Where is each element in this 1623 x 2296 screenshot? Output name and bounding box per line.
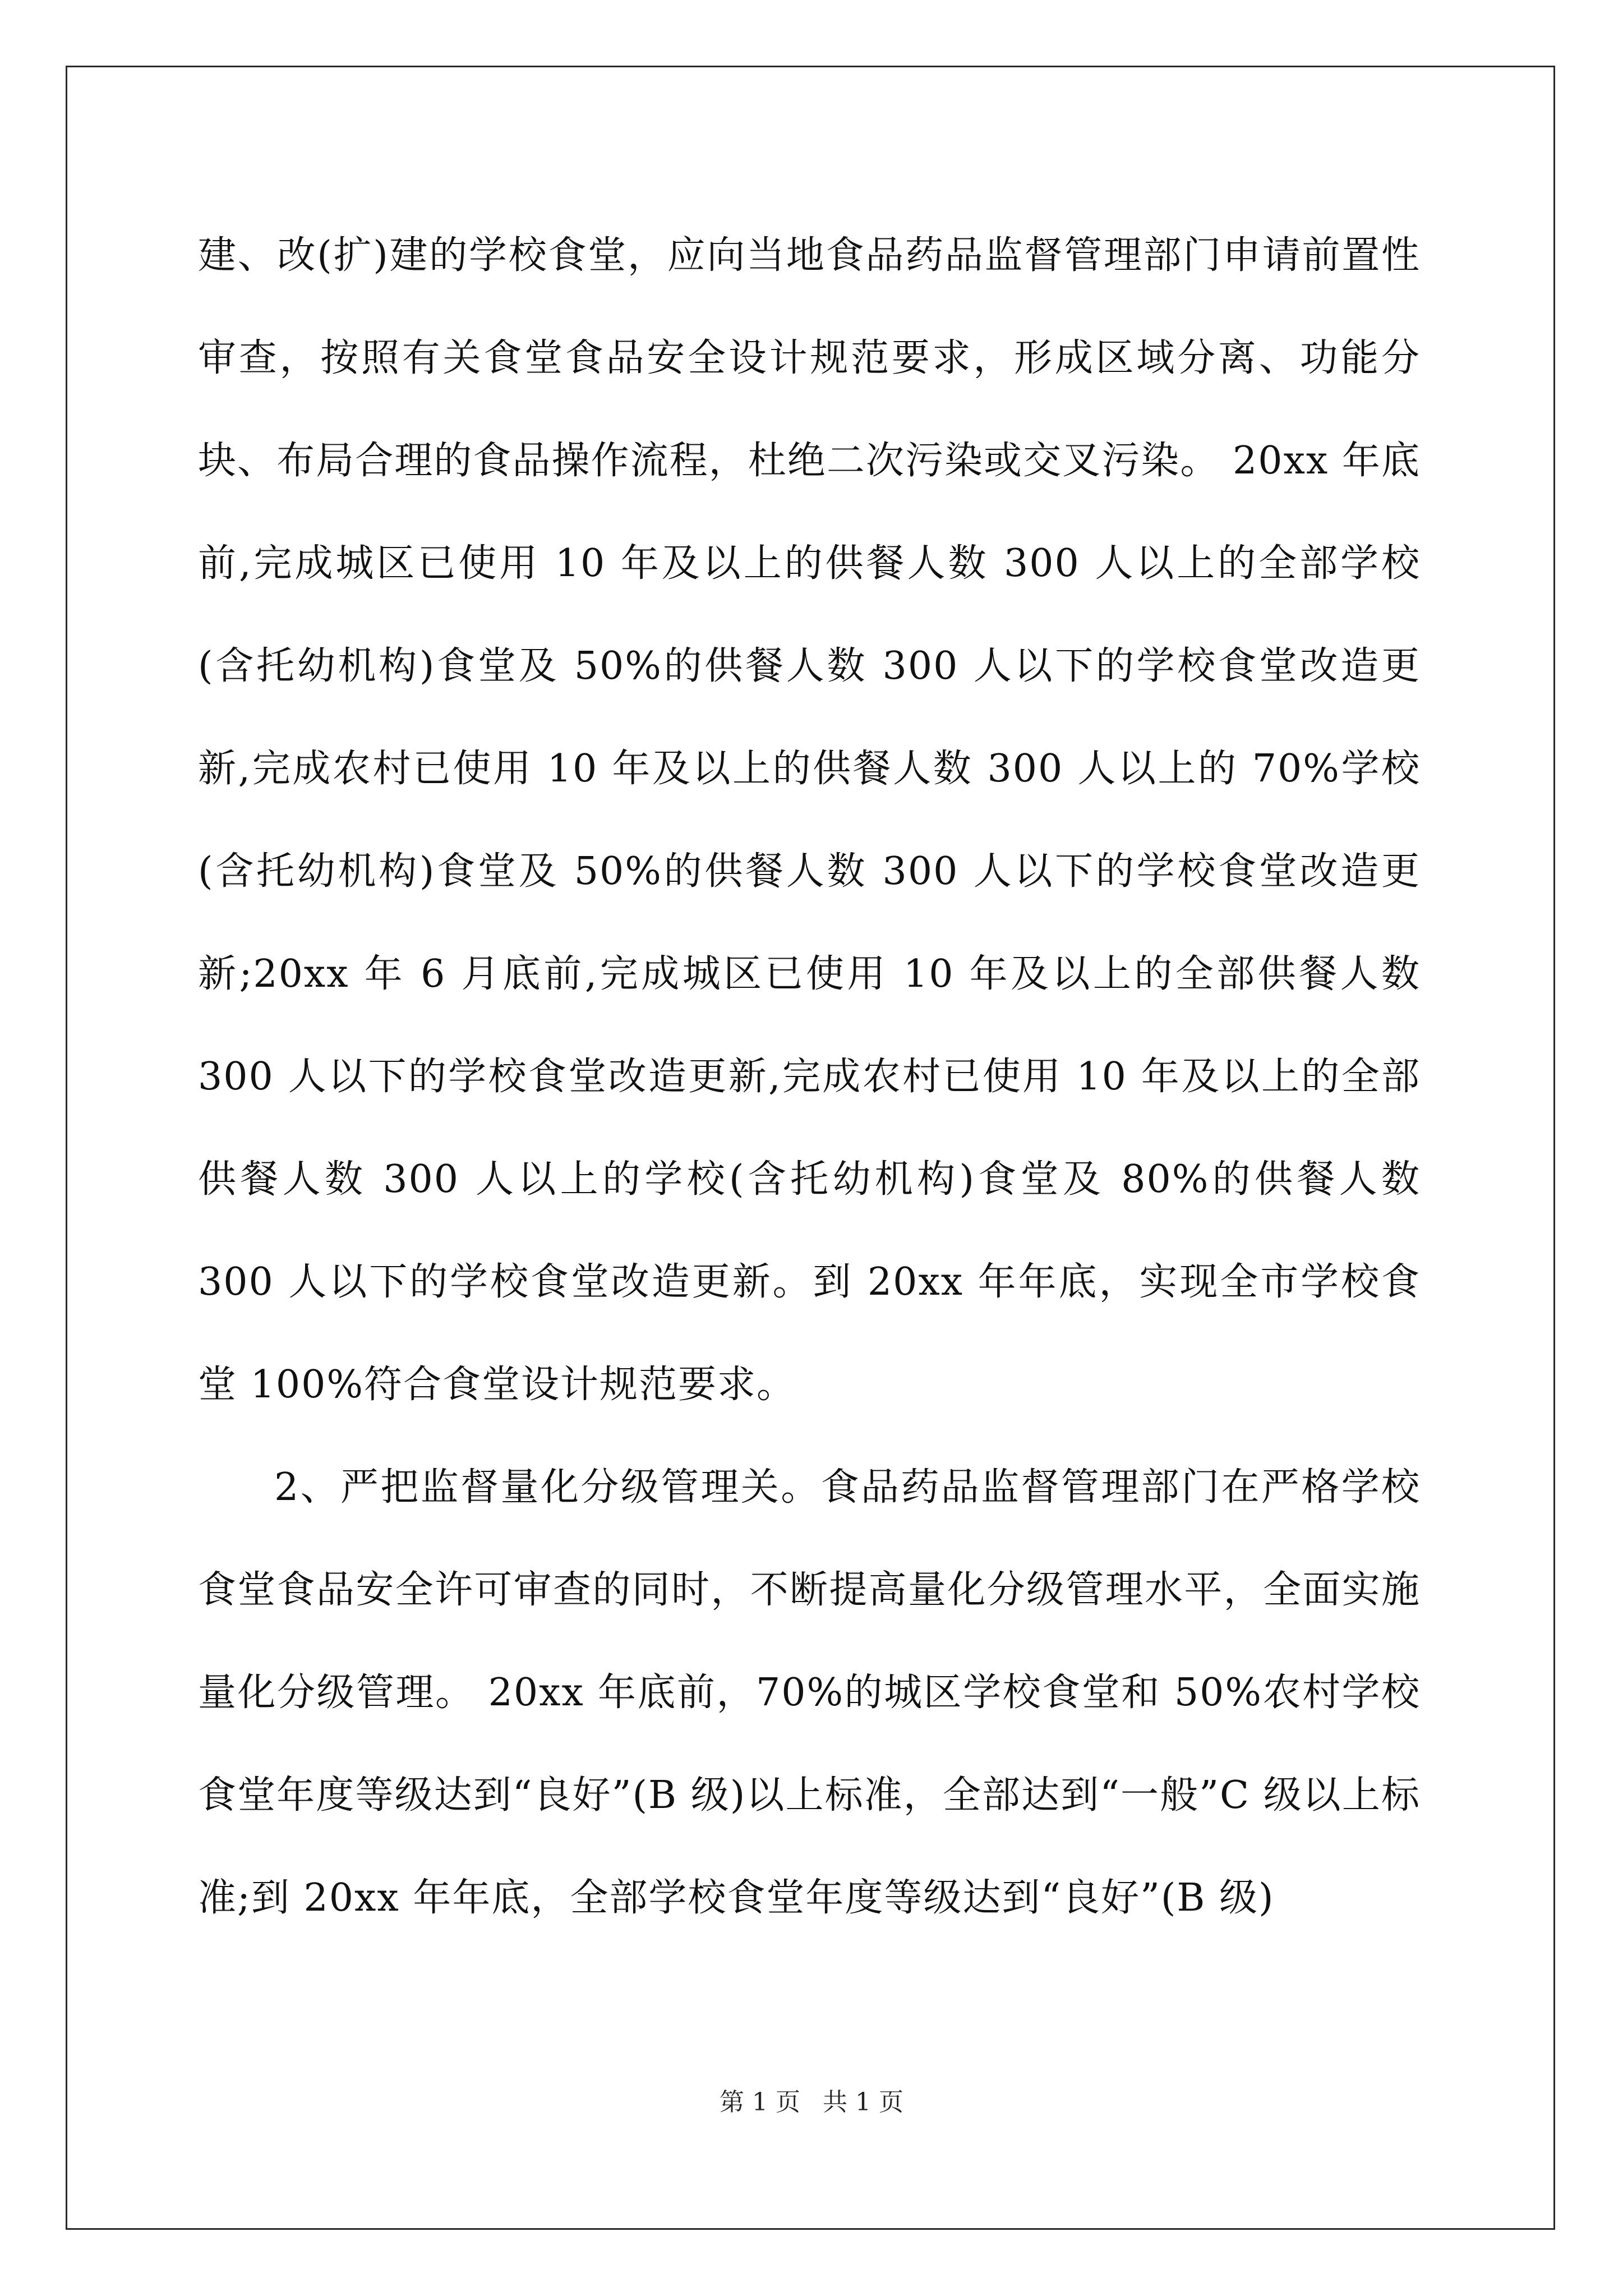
page-total: 共 1 页 bbox=[823, 2088, 903, 2116]
page-footer bbox=[0, 2086, 1623, 2119]
page-number: 第 1 页 bbox=[720, 2088, 800, 2116]
paragraph: 建、改(扩)建的学校食堂，应向当地食品药品监督管理部门申请前置性审查，按照有关食堂食品安全设计规范要求，形成区域分离、功能分块、布局合理的食品操作流程，杜绝二次污染或交叉污染。 20xx 年底前,完成城区已使用 10 年及以上的供餐人数 300 人以上的全部学校(含托幼机构)食堂及 50%的供餐人数 300 人以下的学校食堂改造更新,完成农村已使用 10 年及以上的供餐人数 300 人以上的 70%学校(含托幼机构)食堂及 50%的供餐人数 300 人以下的学校食堂改造更新;20xx 年 6 月底前,完成城区已使用 10 年及以上的全部供餐人数 300 人以下的学校食堂改造更新,完成农村已使用 10 年及以上的全部供餐人数 300 人以上的学校(含托幼机构)食堂及 80%的供餐人数 300 人以下的学校食堂改造更新。到 20xx 年年底，实现全市学校食堂 100%符合食堂设计规范要求。 bbox=[198, 233, 1421, 1407]
paragraph: 2、严把监督量化分级管理关。食品药品监督管理部门在严格学校食堂食品安全许可审查的同时，不断提高量化分级管理水平，全面实施量化分级管理。 20xx 年底前，70%的城区学校食堂和 50%农村学校食堂年度等级达到“良好”(B 级)以上标准，全部达到“一般”C 级以上标准;到 20xx 年年底，全部学校食堂年度等级达到“良好”(B 级) bbox=[198, 1465, 1421, 1920]
document-body bbox=[198, 204, 1421, 1949]
